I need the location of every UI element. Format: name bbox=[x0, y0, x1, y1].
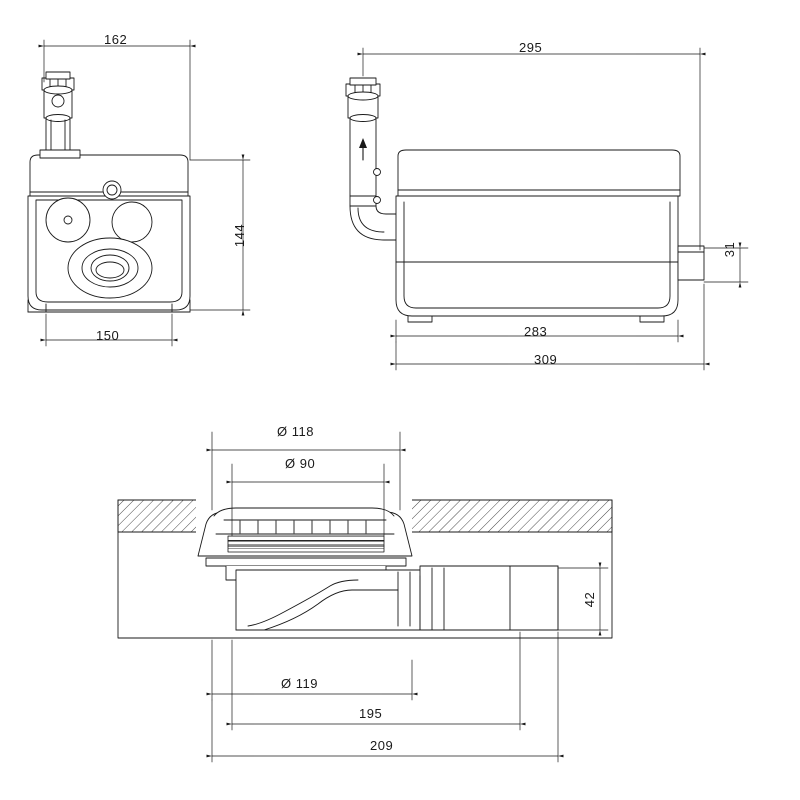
dim-label-section-width-195: 195 bbox=[359, 706, 383, 721]
dim-label-side-width-top: 295 bbox=[519, 40, 543, 55]
section-geometry bbox=[118, 498, 612, 638]
dim-label-front-width-bottom: 150 bbox=[96, 328, 120, 343]
dim-label-side-width-bottom: 309 bbox=[534, 352, 558, 367]
side-elevation-geometry bbox=[346, 78, 704, 322]
front-elevation-geometry bbox=[28, 72, 190, 312]
dim-label-section-height-42: 42 bbox=[582, 591, 598, 608]
dim-label-section-dia-119: Ø 119 bbox=[281, 676, 318, 691]
section-dim-119 bbox=[212, 640, 412, 700]
dim-label-front-width-top: 162 bbox=[104, 32, 128, 47]
dim-label-section-width-209: 209 bbox=[370, 738, 394, 753]
dim-label-front-height: 144 bbox=[232, 223, 248, 248]
dim-label-side-height: 31 bbox=[722, 241, 738, 258]
dim-label-section-dia-90: Ø 90 bbox=[285, 456, 316, 471]
dim-label-side-width-mid: 283 bbox=[524, 324, 548, 339]
dim-label-section-dia-118: Ø 118 bbox=[277, 424, 314, 439]
